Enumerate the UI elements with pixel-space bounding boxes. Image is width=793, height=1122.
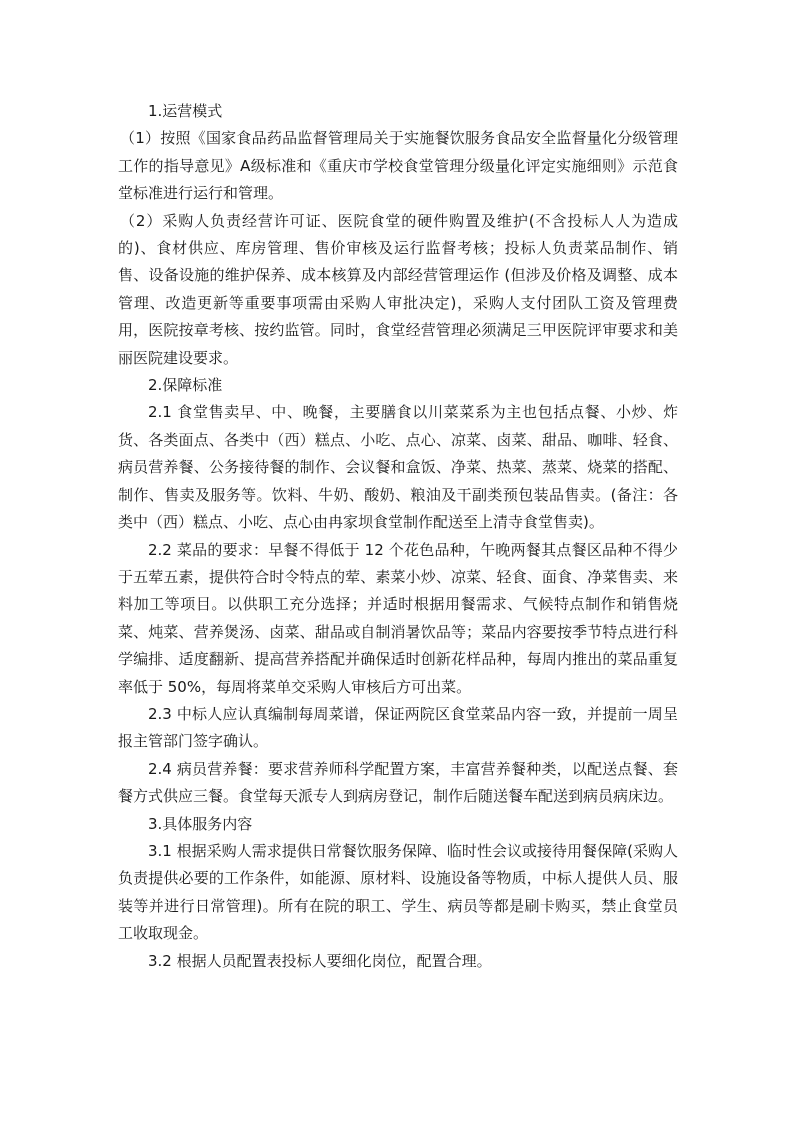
section-heading-service-content: 3.具体服务内容 bbox=[148, 814, 253, 833]
paragraph-1-1: （1）按照《国家食品药品监督管理局关于实施餐饮服务食品安全监督量化分级管理工作的指导意见》A级标准和《重庆市学校食堂管理分级量化评定实施细则》示范食堂标准进行运行和管理。 bbox=[118, 129, 678, 203]
section-heading-operation-mode: 1.运营模式 bbox=[148, 102, 223, 120]
paragraph-3-2: 3.2 根据人员配置表投标人要细化岗位，配置合理。 bbox=[148, 951, 492, 970]
section-heading-guarantee-standard: 2.保障标准 bbox=[148, 376, 223, 395]
paragraph-2-4: 2.4 病员营养餐：要求营养师科学配置方案，丰富营养餐种类，以配送点餐、套餐方式供应三餐。食堂每天派专人到病房登记，制作后随送餐车配送到病员病床边。 bbox=[118, 759, 678, 806]
paragraph-2-3: 2.3 中标人应认真编制每周菜谱，保证两院区食堂菜品内容一致，并提前一周呈报主管部门签字确认。 bbox=[118, 704, 678, 751]
paragraph-2-1: 2.1 食堂售卖早、中、晚餐，主要膳食以川菜菜系为主也包括点餐、小炒、炸货、各类面点、各类中（西）糕点、小吃、点心、凉菜、卤菜、甜品、咖啡、轻食、病员营养餐、公务接待餐的制作、会议餐和盒饭、净菜、热菜、蒸菜、烧菜的搭配、制作、售卖及服务等。饮料、牛奶、酸奶、粮油及干副类预包装品售卖。(备注：各类中（西）糕点、小吃、点心由冉家坝食堂制作配送至上清寺食堂售卖)。 bbox=[118, 403, 678, 532]
document-body bbox=[118, 98, 678, 975]
paragraph-3-1: 3.1 根据采购人需求提供日常餐饮服务保障、临时性会议或接待用餐保障(采购人负责提供必要的工作条件，如能源、原材料、设施设备等物质，中标人提供人员、服装等并进行日常管理)。所有在院的职工、学生、病员等都是刷卡购买，禁止食堂员工收取现金。 bbox=[118, 841, 678, 943]
paragraph-1-2: （2）采购人负责经营许可证、医院食堂的硬件购置及维护(不含投标人人为造成的)、食材供应、库房管理、售价审核及运行监督考核；投标人负责菜品制作、销售、设备设施的维护保养、成本核算及内部经营管理运作 (但涉及价格及调整、成本管理、改造更新等重要事项需由采购人审批决定)，采购人支付团队工资及管理费用，医院按章考核、按约监管。同时，食堂经营管理必须满足三甲医院评审要求和美丽医院建设要求。 bbox=[118, 211, 678, 367]
paragraph-2-2: 2.2 菜品的要求：早餐不得低于 12 个花色品种，午晚两餐其点餐区品种不得少于五荤五素，提供符合时令特点的荤、素菜小炒、凉菜、轻食、面食、净菜售卖、来料加工等项目。以供职工充分选择；并适时根据用餐需求、气候特点制作和销售烧菜、炖菜、营养煲汤、卤菜、甜品或自制消暑饮品等；菜品内容要按季节特点进行科学编排、适度翻新、提高营养搭配并确保适时创新花样品种，每周内推出的菜品重复率低于 50%，每周将菜单交采购人审核后方可出菜。 bbox=[118, 540, 678, 696]
